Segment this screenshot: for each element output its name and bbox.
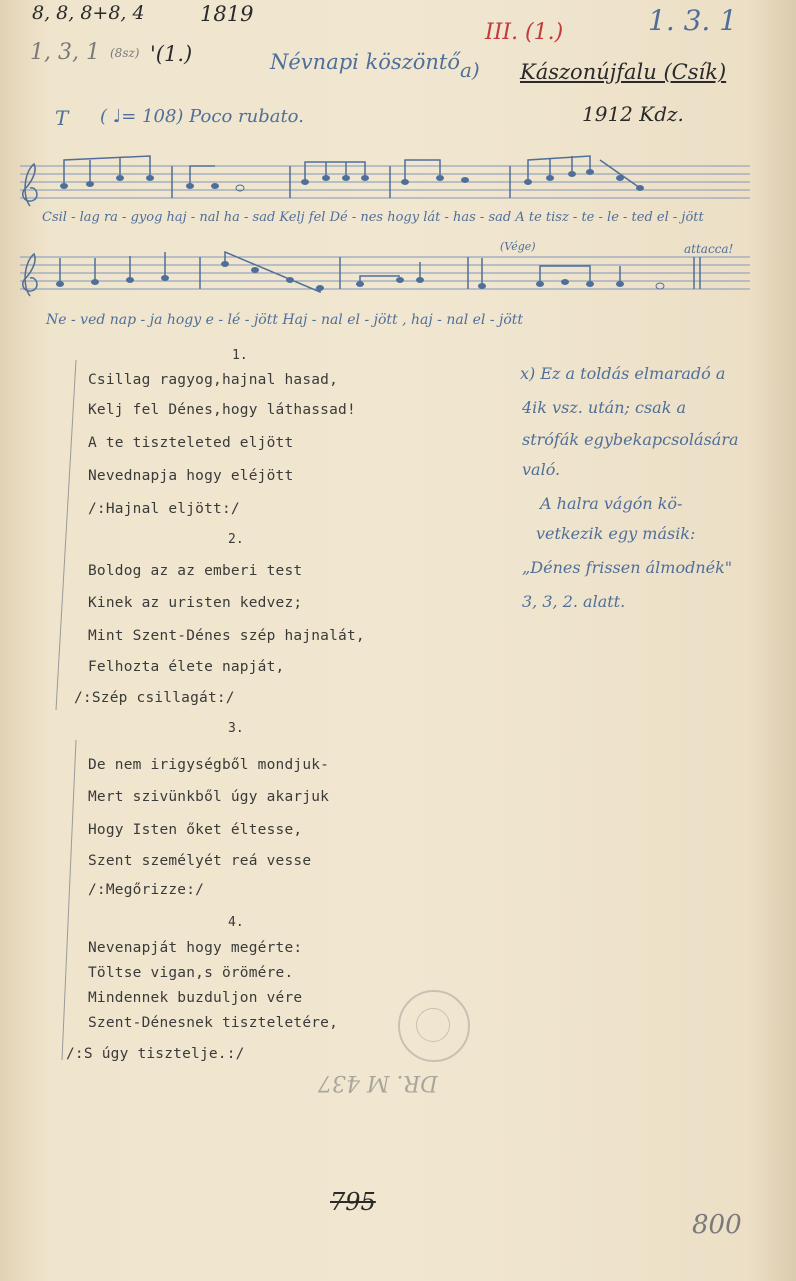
attacca-mark: attacca!: [684, 242, 734, 256]
verse-line: Felhozta élete napját,: [88, 659, 285, 675]
verse-line: Szent személyét reá vesse: [88, 853, 312, 869]
verse-line: Nevednapja hogy eléjött: [88, 468, 294, 484]
verse-line: /:Megőrizze:/: [88, 882, 205, 898]
vege-mark: (Vége): [500, 240, 536, 253]
lyrics-line-2: Ne - ved nap - ja hogy e - lé - jött Haj - nal el - jött , haj - nal el - jött: [46, 312, 524, 328]
margin-note-line: való.: [522, 460, 561, 479]
tempo-t: T: [55, 106, 69, 130]
bars-note: (8sz): [110, 46, 140, 60]
verse-line: Csillag ragyog,hajnal hasad,: [88, 372, 339, 388]
verse-line: De nem irigységből mondjuk-: [88, 757, 330, 773]
year: 1819: [200, 2, 254, 26]
collector: 1912 Kdz.: [582, 102, 684, 126]
verse-line: Mint Szent-Dénes szép hajnalát,: [88, 628, 365, 644]
paren-one: '(1.): [150, 42, 193, 66]
margin-note-line: A halra vágón kö-: [540, 494, 683, 513]
archive-stamp: [398, 990, 470, 1062]
variant-label: a): [460, 58, 480, 82]
verse-line: /:Hajnal eljött:/: [88, 501, 240, 517]
verse-line: Nevenapját hogy megérte:: [88, 940, 303, 956]
lyrics-line-1: Csil - lag ra - gyog haj - nal ha - sad Kelj fel Dé - nes hogy lát - has - sad A te tisz - te - le - ted el - jött: [42, 210, 704, 225]
verse-line: Kelj fel Dénes,hogy láthassad!: [88, 402, 356, 418]
verse-line: Mert szivünkből úgy akarjuk: [88, 789, 330, 805]
tempo-marking: ( ♩= 108) Poco rubato.: [100, 106, 304, 127]
verse-number: 4.: [228, 915, 244, 930]
song-title: Névnapi köszöntő: [270, 50, 461, 74]
verse-line: Kinek az uristen kedvez;: [88, 595, 303, 611]
margin-note-line: vetkezik egy másik:: [536, 524, 696, 543]
margin-note-line: x) Ez a toldás elmaradó a: [520, 364, 726, 383]
margin-note-line: strófák egybekapcsolására: [522, 430, 739, 449]
catalog-number: 1. 3. 1: [648, 4, 738, 37]
page-number: 800: [692, 1210, 742, 1240]
verse-line: Mindennek buzduljon vére: [88, 990, 303, 1006]
verse-line: A te tiszteleted eljött: [88, 435, 294, 451]
verse-line: Töltse vigan,s örömére.: [88, 965, 294, 981]
verse-line: Hogy Isten őket éltesse,: [88, 822, 303, 838]
place-name: Kászonújfalu (Csík): [520, 60, 727, 84]
class-number: 1, 3, 1: [30, 40, 100, 65]
archive-number: DR. M 437: [318, 1070, 438, 1095]
struck-page-number: 795: [330, 1188, 376, 1216]
verse-line: Szent-Dénesnek tiszteletére,: [88, 1015, 339, 1031]
verse-number: 1.: [232, 348, 248, 363]
margin-note-line: 3, 3, 2. alatt.: [522, 592, 626, 611]
margin-note-line: 4ik vsz. után; csak a: [522, 398, 687, 417]
verse-line: /:S úgy tisztelje.:/: [66, 1046, 245, 1062]
meter-note: 8, 8, 8+8, 4: [32, 2, 145, 24]
verse-number: 3.: [228, 721, 244, 736]
red-category-mark: III. (1.): [485, 20, 564, 45]
verse-line: /:Szép csillagát:/: [74, 690, 235, 706]
verse-line: Boldog az az emberi test: [88, 563, 303, 579]
verse-number: 2.: [228, 532, 244, 547]
margin-note-line: „Dénes frissen álmodnék": [522, 558, 733, 577]
